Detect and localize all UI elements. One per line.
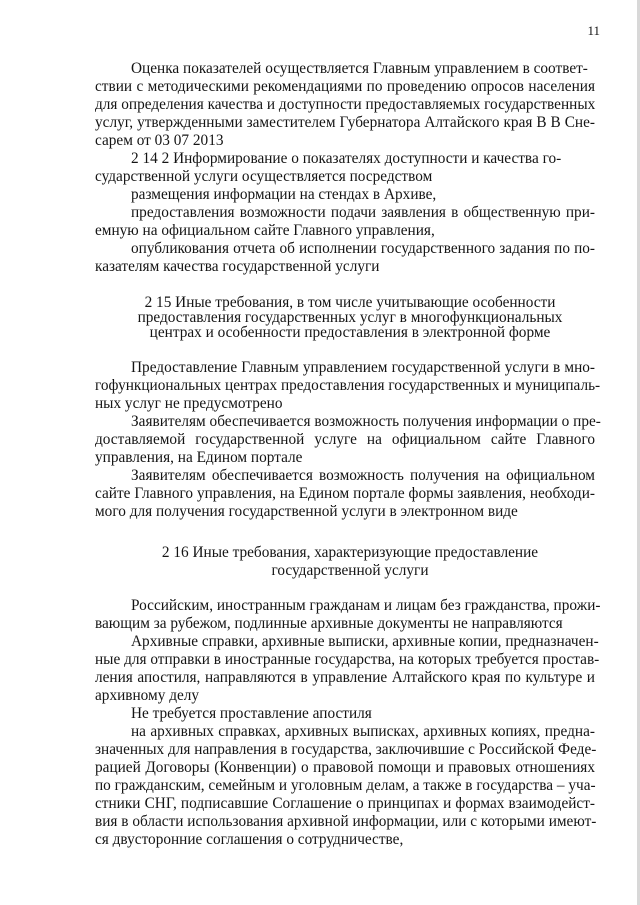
text-line: рацией Договоры (Конвенции) о правовой помощи и правовых отношениях [95, 759, 595, 776]
text-line: сайте Главного управления, на Едином портале формы заявления, необходи- [95, 485, 595, 502]
text-line: Российским, иностранным гражданам и лицам без гражданства, прожи- [131, 597, 601, 614]
text-line: ления апостиля, направляются в управление Алтайского края по культуре и [95, 669, 595, 686]
text-line: вия в области использования архивной информации, или с которыми имеют- [95, 813, 597, 830]
section-heading: предоставления государственных услуг в многофункциональных [137, 309, 563, 326]
text-line: ных услуг не предусмотрено [95, 395, 283, 412]
text-line: 2 14 2 Информирование о показателях доступности и качества го- [131, 150, 562, 167]
text-line: сударственной услуги осуществляется посредством [95, 168, 433, 185]
text-line: услуг, утвержденными заместителем Губернатора Алтайского края В В Сне- [95, 114, 595, 131]
section-heading: 2 15 Иные требования, в том числе учитывающие особенности [144, 294, 556, 311]
section-heading: 2 16 Иные требования, характеризующие предоставление [161, 544, 539, 561]
text-line: ся двусторонние соглашения о сотрудничестве, [95, 831, 404, 848]
text-line: архивному делу [95, 687, 200, 704]
text-line: предоставления возможности подачи заявления в общественную при- [131, 204, 595, 221]
text-line: Не требуется проставление апостиля [131, 705, 372, 722]
text-line: емную на официальном сайте Главного управления, [95, 222, 435, 239]
text-line: на архивных справках, архивных выписках, архивных копиях, предна- [131, 723, 595, 740]
text-line: Архивные справки, архивные выписки, архивные копии, предназначен- [131, 633, 599, 650]
section-heading: государственной услуги [271, 562, 429, 579]
text-line: Заявителям обеспечивается возможность получения на официальном [131, 467, 595, 484]
text-line: сарем от 03 07 2013 [95, 132, 224, 149]
text-line: гофункциональных центрах предоставления государственных и муниципаль- [95, 377, 601, 394]
text-line: ные для отправки в иностранные государства, на которых требуется простав- [95, 651, 600, 668]
text-line: значенных для направления в государства, заключившие с Российской Феде- [95, 741, 597, 758]
text-line: Заявителям обеспечивается возможность получения информации о пре- [131, 413, 601, 430]
text-line: размещения информации на стендах в Архиве, [131, 186, 437, 203]
text-line: Предоставление Главным управлением государственной услуги в мно- [131, 359, 595, 376]
text-line: управления, на Едином портале [95, 449, 303, 466]
text-line: ствии с методическими рекомендациями по проведению опросов населения [95, 78, 595, 95]
page-number: 11 [587, 23, 600, 38]
text-line: вающим за рубежом, подлинные архивные документы не направляются [95, 615, 563, 632]
text-line: Оценка показателей осуществляется Главным управлением в соответ- [131, 60, 588, 77]
text-line: стники СНГ, подписавшие Соглашение о принципах и формах взаимодейст- [95, 795, 595, 812]
text-line: мого для получения государственной услуги в электронном виде [95, 503, 518, 520]
section-heading: центрах и особенности предоставления в электронной форме [149, 324, 551, 341]
text-line: казателям качества государственной услуги [95, 258, 380, 275]
text-line: для определения качества и доступности предоставляемых государственных [95, 96, 596, 113]
text-line: опубликования отчета об исполнении государственного задания по по- [131, 240, 595, 257]
text-line: доставляемой государственной услуге на официальном сайте Главного [95, 431, 595, 448]
text-line: по гражданским, семейным и уголовным делам, а также в государства – уча- [95, 777, 596, 794]
